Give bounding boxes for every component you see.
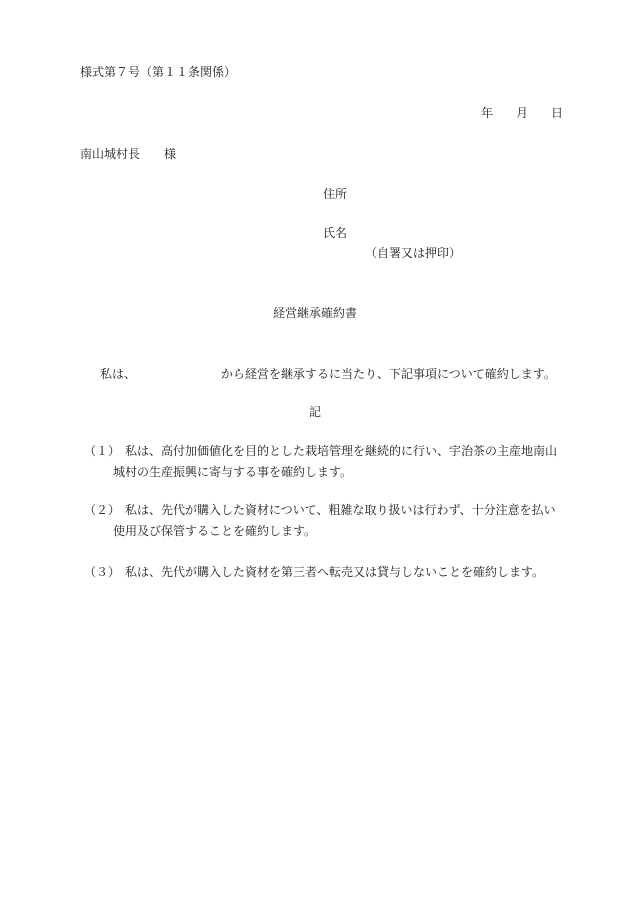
ki-heading: 記 <box>308 405 321 419</box>
address-label: 住所 <box>323 187 348 201</box>
addressee-name: 南山城村長 <box>80 147 141 161</box>
date-month-label: 月 <box>516 106 529 120</box>
addressee-honorific: 様 <box>164 147 177 161</box>
signature-note: （自署又は押印） <box>365 246 462 260</box>
list-item <box>84 441 564 483</box>
date-year-label: 年 <box>481 106 494 120</box>
item-text-line: 私は、先代が購入した資材について、粗雑な取り扱いは行わず、十分注意を払い <box>125 503 556 517</box>
item-number: （１） <box>84 444 121 458</box>
list-item <box>84 562 564 583</box>
document-title: 経営継承確約書 <box>272 306 357 320</box>
item-number: （３） <box>84 565 121 579</box>
addressee <box>80 148 176 160</box>
date-day-label: 日 <box>551 106 564 120</box>
item-number: （２） <box>84 503 121 517</box>
date-line <box>481 107 563 119</box>
intro-prefix: 私は、 <box>100 367 137 381</box>
intro-suffix: から経営を継承するに当たり、下記事項について確約します。 <box>221 367 556 381</box>
item-text-line: 私は、高付加価値化を目的とした栽培管理を継続的に行い、宇治茶の主産地南山 <box>125 444 558 458</box>
item-text-line: 使用及び保管することを確約します。 <box>113 524 317 538</box>
intro-statement <box>100 368 556 380</box>
item-text-line: 私は、先代が購入した資材を第三者へ転売又は貸与しないことを確約します。 <box>125 565 545 579</box>
list-item <box>84 500 564 542</box>
name-label: 氏名 <box>323 226 348 240</box>
form-number: 様式第７号（第１１条関係） <box>80 65 237 79</box>
item-text-line: 城村の生産振興に寄与する事を確約します。 <box>113 465 353 479</box>
